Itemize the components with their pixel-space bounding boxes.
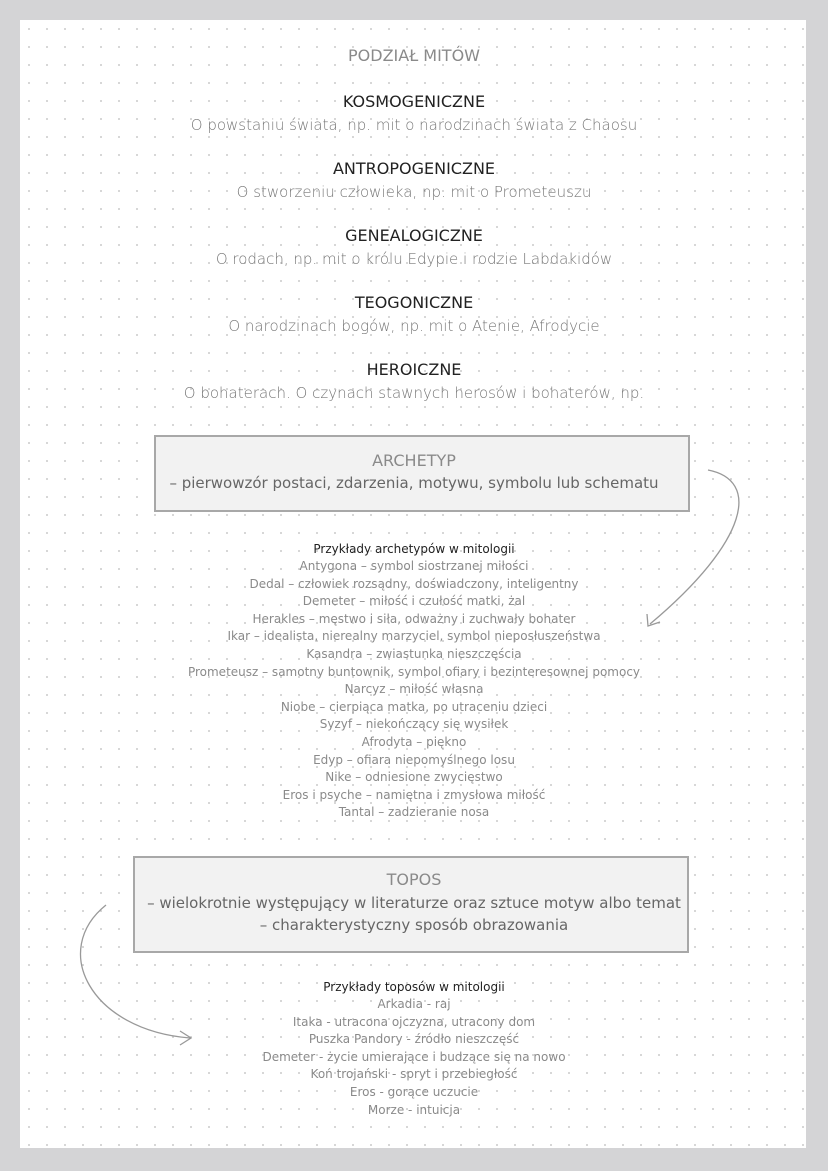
category-description: O bohaterach. O czynach stawnych herosów i bohaterów, np. (183, 384, 645, 402)
list-item: Nike – odniesione zwycięstwo (325, 770, 503, 785)
list-item: Narcyz – miłość własna (344, 682, 484, 697)
list-item: Afrodyta – piękno (361, 734, 467, 749)
list-item: Edyp – ofiara niepomyślnego losu (313, 752, 515, 767)
list-item: Demeter - życie umierające i budzące się na nowo (262, 1049, 566, 1064)
list-item: Dedal – człowiek rozsądny, doświadczony, inteligentny (249, 576, 579, 591)
archetyp-definition: – pierwowzór postaci, zdarzenia, motywu, symbolu lub schematu (169, 474, 659, 492)
list-item: Demeter – miłość i czułość matki, żal (302, 594, 526, 609)
category-name: ANTROPOGENICZNE (332, 159, 496, 178)
list-item: Ikar – idealista, nierealny marzyciel, symbol nieposłuszeństwa (227, 629, 601, 644)
arrow-archetyp (650, 470, 739, 624)
arrowhead-archetyp (647, 614, 660, 626)
category-name: KOSMOGENICZNE (342, 92, 486, 111)
list-item: Syzyf – niekończący się wysiłek (319, 717, 509, 732)
list-item: Eros - gorące uczucie (349, 1084, 479, 1099)
category-name: GENEALOGICZNE (345, 226, 483, 245)
category-description: O stworzeniu człowieka, np. mit o Prometeuszu (236, 183, 592, 201)
topos-definition-2: – charakterystyczny sposób obrazowania (259, 916, 569, 934)
archetyp-title: ARCHETYP (372, 451, 456, 470)
list-item: Herakles – męstwo i siła, odważny i zuchwały bohater (252, 611, 576, 626)
list-item: Puszka Pandory - źródło nieszczęść (308, 1032, 520, 1047)
topos-title: TOPOS (386, 870, 442, 889)
topos-list-title: Przykłady toposów w mitologii (323, 980, 505, 994)
archetyp-list-title: Przykłady archetypów w mitologii (313, 542, 515, 556)
list-item: Itaka - utracona ojczyzna, utracony dom (292, 1014, 536, 1029)
list-item: Kasandra – zwiastunka nieszczęścia (306, 646, 522, 661)
list-item: Arkadia - raj (377, 997, 451, 1011)
list-item: Koń trojański - spryt i przebiegłość (310, 1067, 518, 1082)
arrow-topos (81, 905, 190, 1038)
category-name: HEROICZNE (366, 360, 462, 379)
topos-definition-1: – wielokrotnie występujący w literaturze oraz sztuce motyw albo temat (147, 894, 681, 912)
list-item: Morze - intuicja (367, 1102, 461, 1117)
list-item: Niobe – cierpiąca matka, po utraceniu dzieci (280, 699, 548, 714)
page-title: PODZIAŁ MITÓW (348, 46, 480, 65)
list-item: Eros i psyche – namiętna i zmysłowa miłość (282, 787, 546, 802)
category-name: TEOGONICZNE (354, 293, 474, 312)
list-item: Antygona – symbol siostrzanej miłości (299, 559, 529, 573)
category-description: O narodzinach bogów, np. mit o Atenie, Afrodycie (228, 317, 600, 335)
list-item: Prometeusz – samotny buntownik, symbol ofiary i bezinteresownej pomocy (187, 664, 641, 679)
category-description: O rodach, np. mit o królu Edypie i rodzie Labdakidów (215, 250, 613, 268)
list-item: Tantal – zadzieranie nosa (338, 805, 490, 820)
category-description: O powstaniu świata, np. mit o narodzinach świata z Chaosu (190, 116, 638, 134)
